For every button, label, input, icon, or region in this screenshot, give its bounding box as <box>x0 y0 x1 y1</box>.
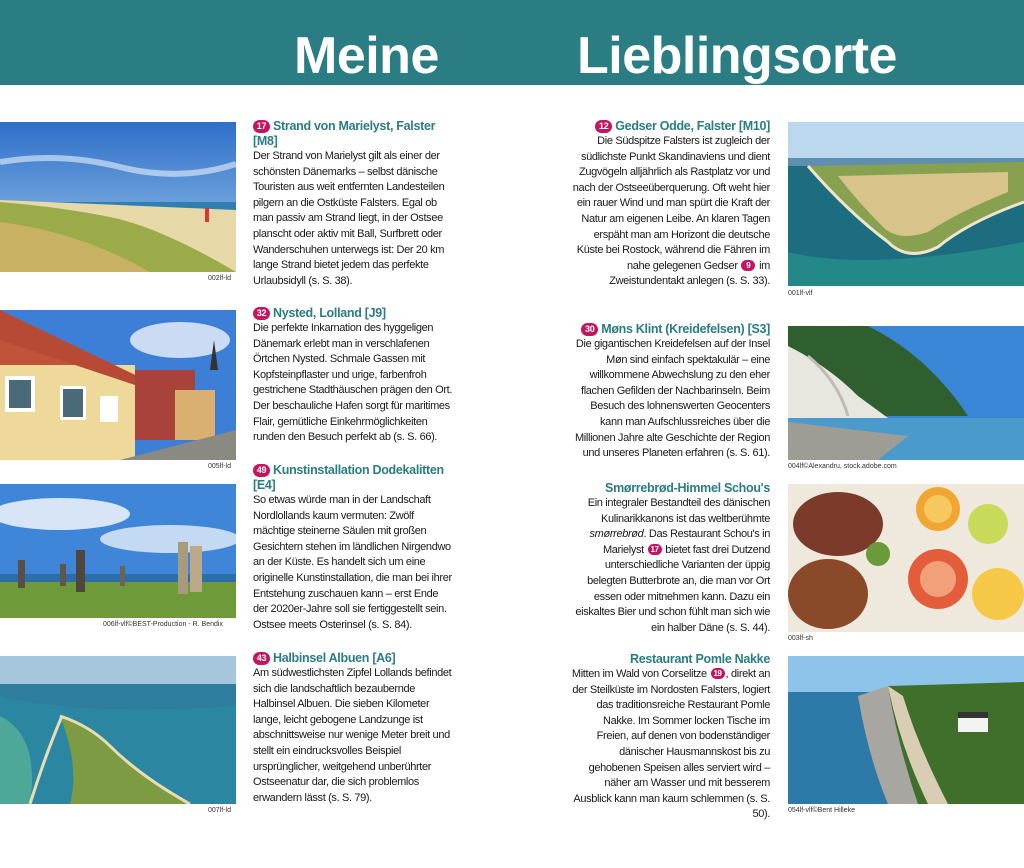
entry-title: Restaurant Pomle Nakke <box>630 652 770 666</box>
entry-title-text: Kunstinstallation Dodekalitten [E4] <box>253 463 444 492</box>
entry-pomle-nakke <box>570 652 770 823</box>
entry-nysted <box>253 306 453 446</box>
entry-mons-klint <box>570 322 770 462</box>
location-marker-badge: 32 <box>253 307 270 320</box>
entry-gedser-odde <box>570 119 770 290</box>
photo-credit: 054lf-vlf©Bent Hilleke <box>788 807 856 814</box>
entry-body: Ein integraler Bestandteil des dänischen Kulinarikkanons ist das weltberühmte smørrebrød. Das Restaurant Schou's in Marielyst 17 bietet fast drei Dutzend unterschiedliche Varianten der üppig belegten Butterbrote an, die man vor Ort essen oder mitnehmen kann. Dazu ein eiskaltes Bier und schon fühlt man sich wie ein halber Däne (s. S. 44). <box>575 497 770 634</box>
entry-smorrebrod-schous <box>570 481 770 636</box>
location-marker-badge: 12 <box>595 120 612 133</box>
page-title-right: Lieblingsorte <box>577 27 897 85</box>
entry-body: Am südwestlichsten Zipfel Lollands befindet sich die landschaftlich bezaubernde Halbinsel Albuen. Die sieben Kilometer lange, leicht gebogene Landzunge ist abschnittsweise nur wenige Meter breit und stellt ein eindrucksvolles Beispiel ursprünglicher, weitgehend unberührter Ostseenatur dar, die sich problemlos erwandern lässt (s. S. 79). <box>253 667 452 804</box>
photo-gedser-odde-aerial <box>788 122 1024 286</box>
entry-title-text: Halbinsel Albuen [A6] <box>273 651 396 665</box>
photo-dodekalitten-stones <box>0 484 236 618</box>
photo-nysted-street <box>0 310 236 460</box>
entry-body: Die perfekte Inkarnation des hyggeligen Dänemark erlebt man in verschlafenen Örtchen Nysted. Schmale Gassen mit Kopfsteinpflaster und urige, farbenfroh gestrichene Stadthäuschen prägen den Ort. Der beschauliche Hafen sorgt für maritimes Flair, gemütliche Einkehrmöglichkeiten runden den Besuch perfekt ab (s. S. 66). <box>253 322 453 444</box>
entry-title <box>253 651 453 666</box>
photo-credit: 004lf©Alexandru, stock.adobe.com <box>788 463 897 470</box>
entry-title <box>570 322 770 337</box>
photo-credit: 003lf-sh <box>788 635 813 642</box>
location-marker-badge: 19 <box>711 668 725 679</box>
photo-credit: 001lf-vlf <box>788 290 813 297</box>
photo-credit: 007lf-ld <box>208 807 231 814</box>
entry-title <box>253 306 453 321</box>
entry-title: Smørrebrød-Himmel Schou's <box>605 481 770 495</box>
photo-pomle-nakke-coast <box>788 656 1024 804</box>
entry-body: Die Südspitze Falsters ist zugleich der südlichste Punkt Skandinaviens und dient Zugvögeln alljährlich als Rastplatz vor und nach der Ostseeüberquerung. Oft weht hier ein rauer Wind und man spürt die Kraft der Natur am eigenen Leibe. An klaren Tagen erspäht man am Horizont die deutsche Küste bei Rostock, während die Fähren im nahe gelegenen Gedser 9 im Zweistundentakt anlegen (s. S. 33). <box>572 135 770 288</box>
page-title-left: Meine <box>294 27 439 85</box>
photo-marielyst-beach <box>0 122 236 272</box>
entry-title-text: Nysted, Lolland [J9] <box>273 306 386 320</box>
location-marker-badge: 9 <box>741 260 755 271</box>
location-marker-badge: 17 <box>253 120 270 133</box>
entry-title-text: Strand von Marielyst, Falster [M8] <box>253 119 436 148</box>
entry-dodekalitten <box>253 463 453 633</box>
photo-smorrebrod-food <box>788 484 1024 632</box>
entry-albuen <box>253 651 453 806</box>
entry-body: Die gigantischen Kreidefelsen auf der Insel Møn sind einfach spektakulär – eine willkommene Abwechslung zu den eher flachen Gefilden der Nachbarinseln. Beim Besuch des lohnenswerten Geocenters kann man Aufschlussreiches über die Millionen Jahre alte Geschichte der Region und unseres Planeten erfahren (s. S. 61). <box>574 338 770 460</box>
location-marker-badge: 49 <box>253 464 270 477</box>
location-marker-badge: 43 <box>253 652 270 665</box>
photo-mons-klint-cliffs <box>788 326 1024 460</box>
location-marker-badge: 17 <box>648 544 662 555</box>
entry-body: So etwas würde man in der Landschaft Nordlollands kaum vermuten: Zwölf mächtige steinerne Säulen mit großen Gesichtern stehen im ländlichen Nirgendwo an der Küste. Es handelt sich um eine originelle Kunstinstallation, die man bei ihrer Entstehung zuschauen kann – erst Ende der 2020er-Jahre soll sie fertiggestellt sein. Ostsee meets Osterinsel (s. S. 84). <box>253 494 452 631</box>
location-marker-badge: 30 <box>581 323 598 336</box>
entry-title-text: Gedser Odde, Falster [M10] <box>615 119 770 133</box>
entry-body: Mitten im Wald von Corselitze 19 , direkt an der Steilküste im Nordosten Falsters, logiert das traditionsreiche Restaurant Pomle Nakke. Im Sommer locken Tische im Freien, auf denen von bodenständiger dänischer Hausmannskost bis zu gehobenen Speisen alles serviert wird – näher am Wasser und mit besserem Ausblick kann man kaum schlemmen (s. S. 50). <box>571 668 770 821</box>
entry-title <box>253 119 453 149</box>
photo-albuen-peninsula <box>0 656 236 804</box>
photo-credit: 006lf-vlf©BEST-Production - R. Bendix <box>103 621 223 628</box>
entry-body: Der Strand von Marielyst gilt als einer der schönsten Dänemarks – selbst dänische Touristen aus weit entfernten Landesteilen pilgern an die Ostküste Falsters. Egal ob man passiv am Strand liegt, in der Ostsee planscht oder aktiv mit Ball, Surfbrett oder Wanderschuhen unterwegs ist: Der 20 km lange Strand bietet jedem das perfekte Urlaubsidyll (s. S. 38). <box>253 150 445 287</box>
photo-credit: 005lf-ld <box>208 463 231 470</box>
entry-title <box>570 119 770 134</box>
photo-credit: 002lf-ld <box>208 275 231 282</box>
entry-title-text: Møns Klint (Kreidefelsen) [S3] <box>601 322 770 336</box>
entry-marielyst <box>253 119 453 289</box>
entry-title <box>253 463 453 493</box>
